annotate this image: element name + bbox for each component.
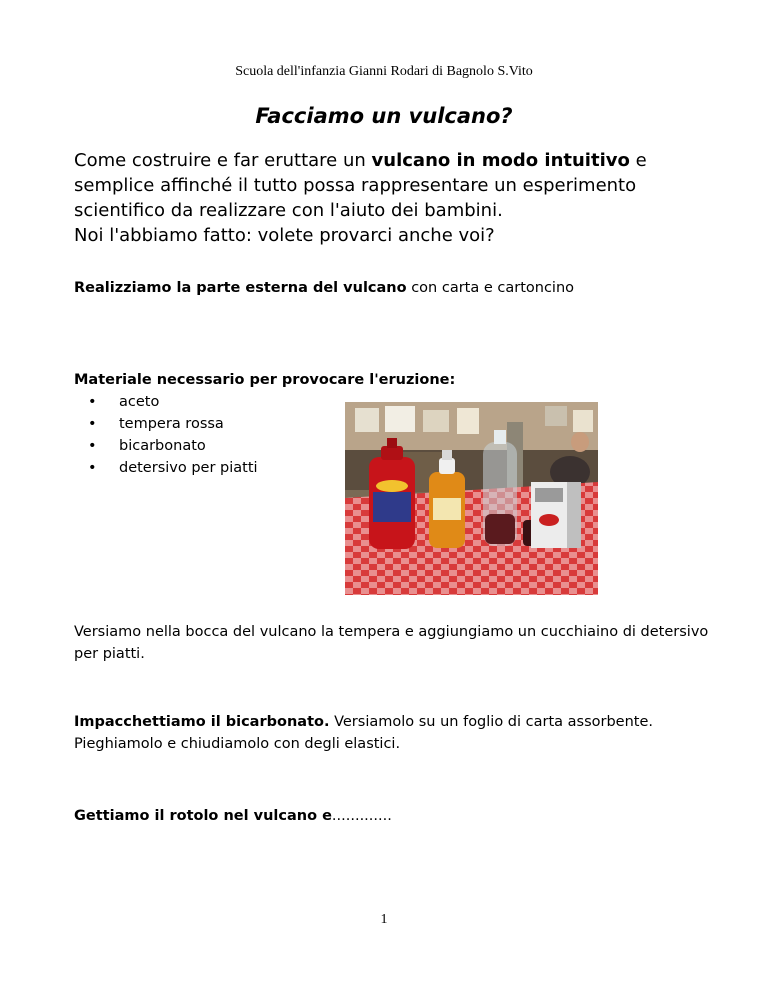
page-number: 1 <box>380 912 388 927</box>
section-outer-part-text: con carta e cartoncino <box>406 280 575 296</box>
intro-paragraph <box>74 148 714 248</box>
section-pack-bold: Impacchettiamo il bicarbonato. <box>74 714 330 730</box>
section-throw-bold: Gettiamo il rotolo nel vulcano e <box>74 808 332 824</box>
list-item: • tempera rossa <box>88 416 224 432</box>
intro-question: Noi l'abbiamo fatto: volete provarci anche voi? <box>74 225 495 246</box>
section-pack-text: Versiamolo su un foglio di carta assorbente. Pieghiamolo e chiudiamolo con degli elastici. <box>74 714 654 752</box>
section-throw-roll <box>74 805 714 827</box>
section-pour-tempera: Versiamo nella bocca del vulcano la tempera e aggiungiamo un cucchiaino di detersivo per piatti. <box>74 624 709 662</box>
intro-text-a: Come costruire e far eruttare un <box>74 150 372 171</box>
materials-heading: Materiale necessario per provocare l'eruzione: <box>74 372 456 388</box>
materials-photo <box>345 402 598 595</box>
section-outer-part-bold: Realizziamo la parte esterna del vulcano <box>74 280 407 296</box>
list-item: • bicarbonato <box>88 438 206 454</box>
intro-text-bold: vulcano in modo intuitivo <box>371 150 630 171</box>
list-item: • detersivo per piatti <box>88 460 258 476</box>
page-header: Scuola dell'infanzia Gianni Rodari di Bagnolo S.Vito <box>235 64 533 79</box>
intro-text-c: e semplice affinché il tutto possa rappresentare un esperimento scientifico da realizzare con l'aiuto dei bambini. <box>74 150 647 221</box>
section-throw-dots: ............. <box>331 808 392 824</box>
list-item: • aceto <box>88 394 160 410</box>
section-pack-bicarbonate <box>74 711 714 755</box>
section-outer-part <box>74 277 714 299</box>
page-title: Facciamo un vulcano? <box>255 104 513 128</box>
